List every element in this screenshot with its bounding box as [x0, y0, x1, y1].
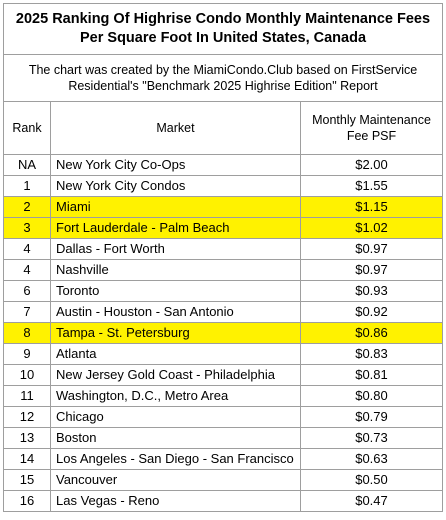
market-cell: Atlanta — [51, 344, 301, 365]
table-row — [4, 407, 443, 428]
fee-cell: $0.81 — [301, 365, 443, 386]
fee-cell: $0.83 — [301, 344, 443, 365]
title-row — [4, 4, 443, 55]
rank-cell: 4 — [4, 239, 51, 260]
table-row — [4, 323, 443, 344]
table-row — [4, 155, 443, 176]
header-market: Market — [51, 102, 301, 155]
fee-cell: $1.55 — [301, 176, 443, 197]
table-row — [4, 386, 443, 407]
market-cell: Las Vegas - Reno — [51, 491, 301, 512]
market-cell: Toronto — [51, 281, 301, 302]
fee-cell: $0.80 — [301, 386, 443, 407]
table-row — [4, 428, 443, 449]
table-row — [4, 197, 443, 218]
table-row — [4, 218, 443, 239]
table-row — [4, 449, 443, 470]
caption-row — [4, 55, 443, 102]
ranking-table — [3, 3, 443, 512]
market-cell: Chicago — [51, 407, 301, 428]
market-cell: Fort Lauderdale - Palm Beach — [51, 218, 301, 239]
table-row — [4, 176, 443, 197]
table-row — [4, 281, 443, 302]
market-cell: Boston — [51, 428, 301, 449]
market-cell: New York City Condos — [51, 176, 301, 197]
rank-cell: 14 — [4, 449, 51, 470]
fee-cell: $0.97 — [301, 239, 443, 260]
header-rank: Rank — [4, 102, 51, 155]
market-cell: New Jersey Gold Coast - Philadelphia — [51, 365, 301, 386]
table-row — [4, 470, 443, 491]
rank-cell: 16 — [4, 491, 51, 512]
fee-cell: $0.93 — [301, 281, 443, 302]
fee-cell: $0.73 — [301, 428, 443, 449]
rank-cell: 7 — [4, 302, 51, 323]
table-caption: The chart was created by the MiamiCondo.Club based on FirstService Residential's "Benchmark 2025 Highrise Edition" Report — [4, 55, 443, 102]
fee-cell: $0.47 — [301, 491, 443, 512]
market-cell: New York City Co-Ops — [51, 155, 301, 176]
market-cell: Dallas - Fort Worth — [51, 239, 301, 260]
market-cell: Nashville — [51, 260, 301, 281]
fee-cell: $0.63 — [301, 449, 443, 470]
fee-cell: $1.15 — [301, 197, 443, 218]
rank-cell: 10 — [4, 365, 51, 386]
rank-cell: 12 — [4, 407, 51, 428]
rank-cell: 9 — [4, 344, 51, 365]
table-title: 2025 Ranking Of Highrise Condo Monthly Maintenance Fees Per Square Foot In United States, Canada — [4, 4, 443, 55]
rank-cell: 6 — [4, 281, 51, 302]
fee-cell: $0.50 — [301, 470, 443, 491]
fee-cell: $0.92 — [301, 302, 443, 323]
market-cell: Tampa - St. Petersburg — [51, 323, 301, 344]
table-row — [4, 365, 443, 386]
fee-cell: $1.02 — [301, 218, 443, 239]
header-row — [4, 102, 443, 155]
spreadsheet — [3, 3, 442, 512]
rank-cell: 11 — [4, 386, 51, 407]
table-row — [4, 260, 443, 281]
table-row — [4, 239, 443, 260]
rank-cell: 1 — [4, 176, 51, 197]
market-cell: Miami — [51, 197, 301, 218]
rank-cell: NA — [4, 155, 51, 176]
table-row — [4, 344, 443, 365]
rank-cell: 4 — [4, 260, 51, 281]
rank-cell: 2 — [4, 197, 51, 218]
ranking-table-body — [4, 4, 443, 512]
market-cell: Vancouver — [51, 470, 301, 491]
rank-cell: 13 — [4, 428, 51, 449]
market-cell: Los Angeles - San Diego - San Francisco — [51, 449, 301, 470]
table-row — [4, 491, 443, 512]
rank-cell: 3 — [4, 218, 51, 239]
table-row — [4, 302, 443, 323]
fee-cell: $0.79 — [301, 407, 443, 428]
fee-cell: $0.97 — [301, 260, 443, 281]
fee-cell: $2.00 — [301, 155, 443, 176]
fee-cell: $0.86 — [301, 323, 443, 344]
header-fee: Monthly Maintenance Fee PSF — [301, 102, 443, 155]
market-cell: Washington, D.C., Metro Area — [51, 386, 301, 407]
rank-cell: 8 — [4, 323, 51, 344]
rank-cell: 15 — [4, 470, 51, 491]
market-cell: Austin - Houston - San Antonio — [51, 302, 301, 323]
